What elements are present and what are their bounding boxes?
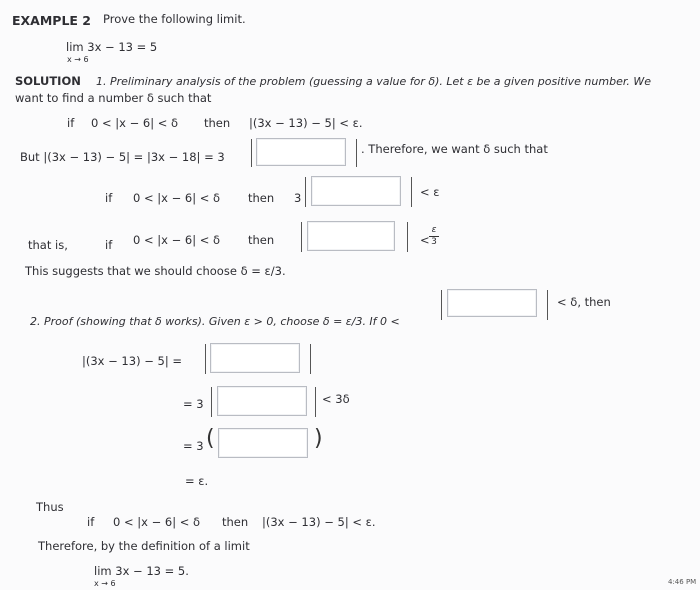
final-subscript: x → 6: [94, 579, 116, 588]
step1-continuation: want to find a number δ such that: [15, 91, 212, 105]
if-word: if: [67, 116, 75, 130]
abs-bar-right: [411, 177, 412, 207]
answer-box-3[interactable]: [307, 221, 395, 251]
epsilon-over-3: [429, 226, 439, 247]
abs-bar-left: [441, 290, 442, 320]
right-paren: ): [314, 426, 323, 451]
lt-delta-then: < δ, then: [557, 295, 611, 309]
then-word-2: then: [248, 191, 275, 205]
step2-text: 2. Proof (showing that δ works). Given ε > 0, choose δ = ε/3. If 0 <: [30, 315, 400, 328]
equals-3: = 3: [183, 397, 204, 411]
answer-box-6[interactable]: [217, 386, 307, 416]
thus-result: |(3x − 13) − 5| < ε.: [262, 515, 376, 529]
thus-label: Thus: [36, 500, 64, 514]
lt-sign: <: [420, 233, 430, 247]
equals-epsilon: = ε.: [185, 474, 209, 488]
then-word: then: [204, 116, 231, 130]
if-word-3: if: [105, 238, 113, 252]
abs-bar-right: [310, 344, 311, 374]
then-word-3: then: [248, 233, 275, 247]
equals-3-paren: = 3: [183, 439, 204, 453]
that-is: that is,: [28, 238, 68, 252]
goal-inequality: |(3x − 13) − 5| < ε.: [249, 116, 363, 130]
abs-bar-right: [547, 290, 548, 320]
lt-epsilon: < ε: [420, 185, 440, 199]
final-limit: lim 3x − 13 = 5.: [94, 564, 189, 578]
thus-if: if: [87, 515, 95, 529]
coefficient-3: 3: [294, 191, 302, 205]
answer-box-4[interactable]: [447, 289, 537, 317]
denominator: 3: [431, 237, 437, 247]
answer-box-1[interactable]: [256, 138, 346, 166]
clock: 4:46 PM: [668, 578, 697, 586]
thus-condition: 0 < |x − 6| < δ: [113, 515, 201, 529]
example-label: EXAMPLE 2: [12, 13, 92, 28]
answer-box-5[interactable]: [210, 343, 300, 373]
condition-3: 0 < |x − 6| < δ: [133, 233, 221, 247]
thus-then: then: [222, 515, 249, 529]
abs-bar-left: [211, 387, 212, 417]
proof-lhs: |(3x − 13) − 5| =: [82, 354, 182, 368]
abs-bar-left: [251, 139, 252, 167]
suggests-text: This suggests that we should choose δ = ε/3.: [25, 264, 286, 278]
example-prompt: Prove the following limit.: [103, 12, 246, 26]
abs-bar-right: [315, 387, 316, 417]
limit-expression: lim 3x − 13 = 5: [66, 40, 158, 54]
answer-box-7[interactable]: [218, 428, 308, 458]
condition: 0 < |x − 6| < δ: [91, 116, 179, 130]
limit-subscript: x → 6: [67, 55, 89, 64]
abs-bar-left: [301, 222, 302, 252]
left-paren: (: [206, 426, 215, 451]
therefore-definition: Therefore, by the definition of a limit: [38, 539, 250, 553]
lt-3delta: < 3δ: [322, 392, 350, 406]
but-line: But |(3x − 13) − 5| = |3x − 18| = 3: [20, 150, 225, 164]
abs-bar-left: [205, 344, 206, 374]
solution-label: SOLUTION: [15, 74, 81, 88]
numerator: ε: [431, 225, 437, 235]
abs-bar-right: [407, 222, 408, 252]
if-word-2: if: [105, 191, 113, 205]
answer-box-2[interactable]: [311, 176, 401, 206]
abs-bar-left: [305, 177, 306, 207]
condition-2: 0 < |x − 6| < δ: [133, 191, 221, 205]
abs-bar-right: [356, 139, 357, 167]
therefore-text: . Therefore, we want δ such that: [361, 142, 548, 156]
step1-text: 1. Preliminary analysis of the problem (guessing a value for δ). Let ε be a given positive number. We: [96, 75, 651, 88]
